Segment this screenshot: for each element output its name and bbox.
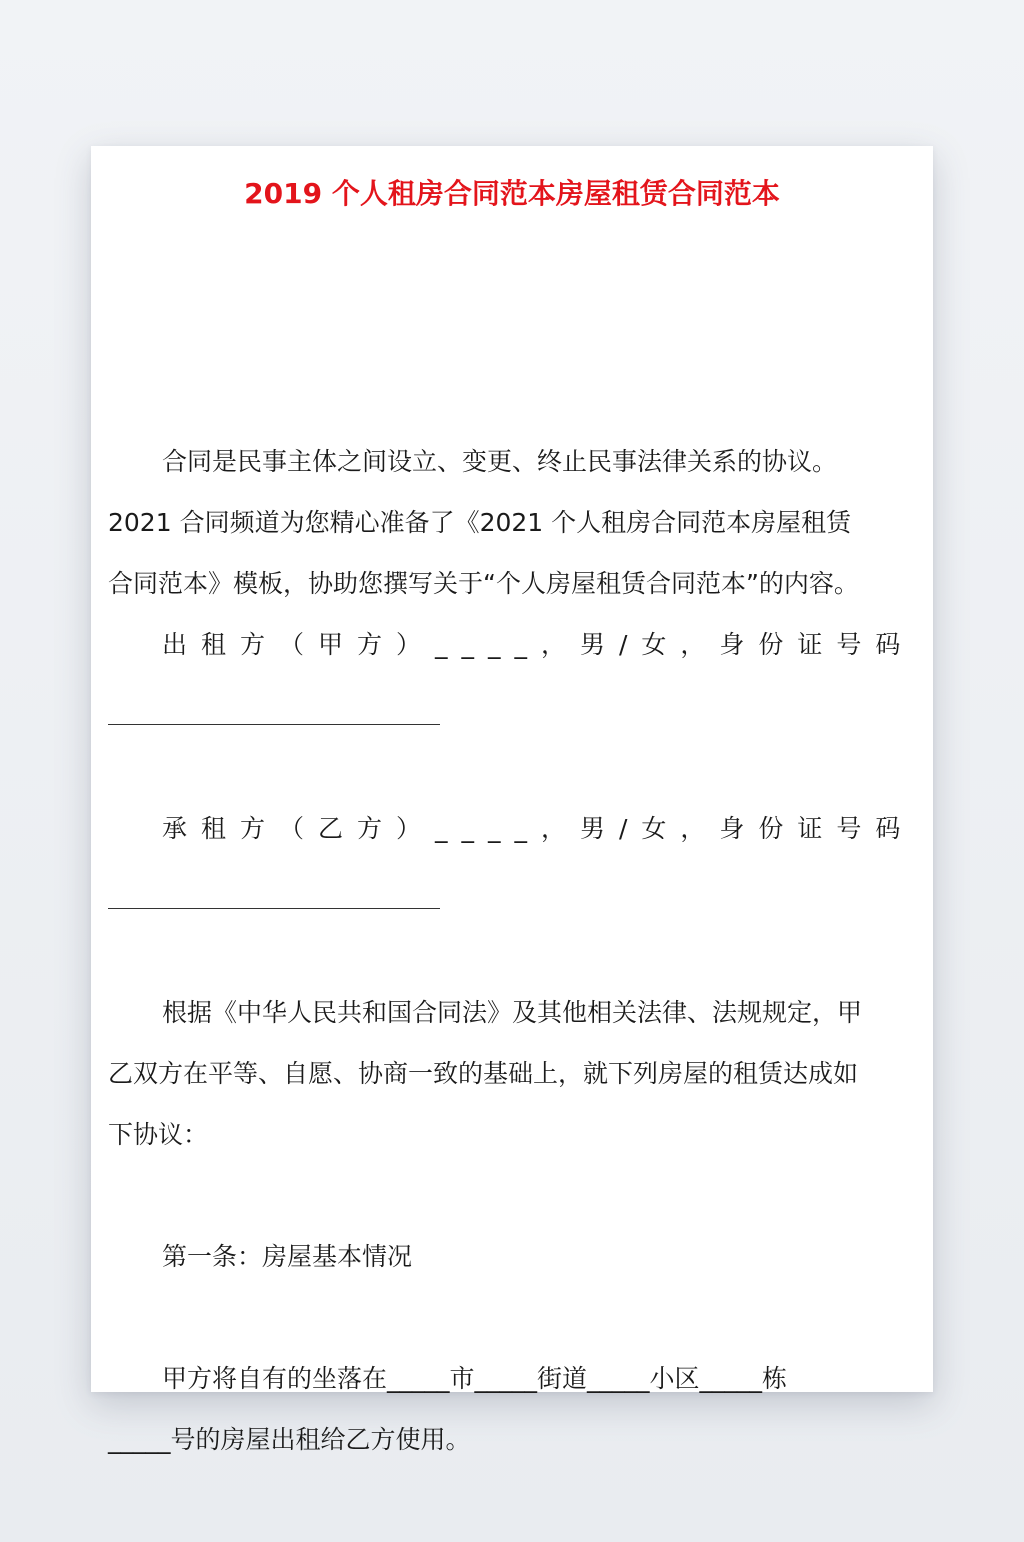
- lessee-line: 承租方（乙方）____，男/女，身份证号码: [162, 814, 915, 843]
- lessee-id-blank: [108, 908, 440, 909]
- basis-paragraph-line-1: 根据《中华人民共和国合同法》及其他相关法律、法规规定，甲: [162, 998, 863, 1027]
- basis-paragraph-line-2: 乙双方在平等、自愿、协商一致的基础上，就下列房屋的租赁达成如: [108, 1059, 859, 1088]
- lessor-line: 出租方（甲方）____，男/女，身份证号码: [162, 630, 915, 659]
- intro-paragraph-line-3: 合同范本》模板，协助您撰写关于“个人房屋租赁合同范本”的内容。: [108, 569, 859, 598]
- document-page: [91, 146, 933, 1454]
- article-1-heading: 第一条：房屋基本情况: [162, 1242, 413, 1271]
- intro-paragraph-line-2: 2021 合同频道为您精心准备了《2021 个人租房合同范本房屋租赁: [108, 508, 852, 537]
- lessor-id-blank: [108, 724, 440, 725]
- document-title: 2019 个人租房合同范本房屋租赁合同范本: [244, 177, 780, 210]
- basis-paragraph-line-3: 下协议：: [108, 1120, 209, 1149]
- article-1-line-1: 甲方将自有的坐落在_____市_____街道_____小区_____栋: [162, 1364, 788, 1393]
- intro-paragraph-line-1: 合同是民事主体之间设立、变更、终止民事法律关系的协议。: [162, 447, 838, 476]
- article-1-line-2: _____号的房屋出租给乙方使用。: [108, 1425, 471, 1454]
